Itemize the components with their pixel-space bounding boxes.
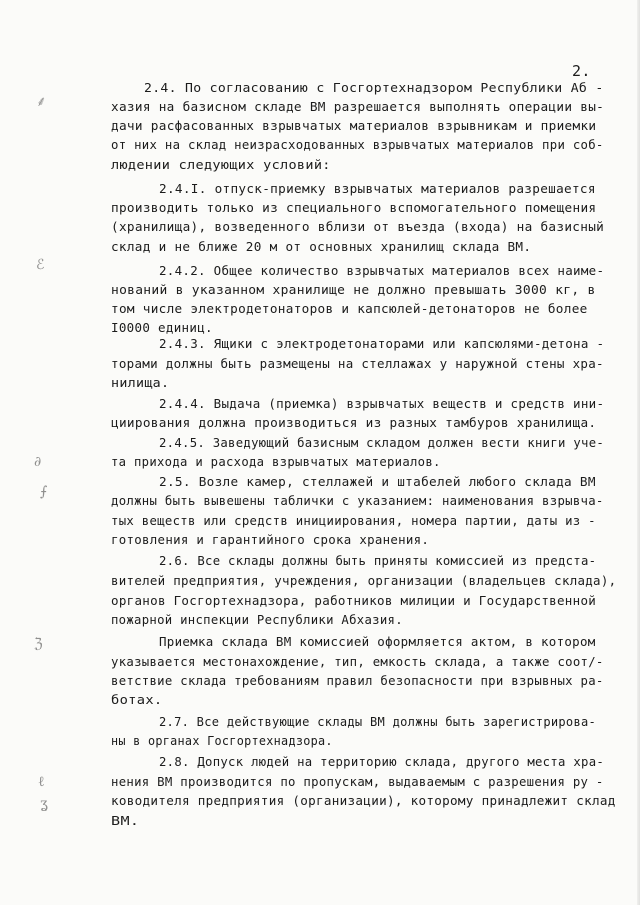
text-line: ветствие склада требованиям правил безопасности при взрывных ра- xyxy=(111,673,604,688)
text-line: от них на склад неизрасходованных взрывчатых материалов при соб- xyxy=(111,137,604,152)
margin-mark: ⸙ xyxy=(36,94,47,110)
text-line: 2.7. Все действующие склады ВМ должны быть зарегистрирова- xyxy=(159,714,597,729)
text-line: ны в органах Госгортехнадзора. xyxy=(111,733,333,748)
margin-mark: ∂ xyxy=(34,454,42,470)
text-line: ководителя предприятия (организации), которому принадлежит склад xyxy=(111,793,616,808)
text-line: органов Госгортехнадзора, работников милиции и Государственной xyxy=(111,593,597,608)
text-line: ВМ. xyxy=(111,813,140,828)
text-line: хазия на базисном складе ВМ разрешается выполнять операции вы- xyxy=(111,99,605,114)
text-line: готовления и гарантийного срока хранения. xyxy=(111,532,430,547)
margin-mark: ʓ xyxy=(40,796,49,812)
text-line: 2.4. По согласованию с Госгортехнадзором Республики Аб - xyxy=(144,80,604,95)
text-line: 2.4.2. Общее количество взрывчатых материалов всех наиме- xyxy=(159,263,605,278)
text-line: 2.4.5. Заведующий базисным складом должен вести книги уче- xyxy=(159,435,605,450)
text-line: 2.8. Допуск людей на территорию склада, другого места хра- xyxy=(159,754,605,769)
margin-mark: ℨ xyxy=(34,636,43,652)
text-line: 2.4.3. Ящики с электродетонаторами или капсюлями-детона - xyxy=(159,336,605,351)
text-line: нований в указанном хранилище не должно превышать 3000 кг, в xyxy=(111,282,596,297)
text-line: дачи расфасованных взрывчатых материалов взрывникам и приемки xyxy=(111,118,597,133)
page-number: 2. xyxy=(572,62,591,80)
margin-mark: ℰ xyxy=(36,257,45,273)
text-line: пожарной инспекции Республики Абхазия. xyxy=(111,612,403,627)
text-line: I0000 единиц. xyxy=(111,320,213,335)
text-line: 2.6. Все склады должны быть приняты комиссией из предста- xyxy=(159,553,597,568)
text-line: ботах. xyxy=(111,692,163,707)
text-line: должны быть вывешены таблички с указанием: наименования взрывча- xyxy=(111,493,604,508)
text-line: Приемка склада ВМ комиссией оформляется актом, в котором xyxy=(159,634,596,649)
margin-mark: ℓ xyxy=(38,774,46,790)
text-line: указывается местонахождение, тип, емкость склада, а также соот/- xyxy=(111,654,604,669)
text-line: нилища. xyxy=(111,375,170,390)
text-line: 2.5. Возле камер, стеллажей и штабелей любого склада ВМ xyxy=(159,474,596,489)
text-line: та прихода и расхода взрывчатых материалов. xyxy=(111,454,441,469)
text-line: тых веществ или средств инициирования, номера партии, даты из - xyxy=(111,513,596,528)
text-line: производить только из специального вспомогательного помещения xyxy=(111,200,597,215)
margin-mark: ⨍ xyxy=(40,484,48,500)
text-line: 2.4.I. отпуск-приемку взрывчатых материалов разрешается xyxy=(159,181,596,196)
text-line: склад и не ближе 20 м от основных хранилищ склада ВМ. xyxy=(111,239,532,254)
text-line: людении следующих условий: xyxy=(111,157,331,172)
text-line: (хранилища), возведенного вблизи от въезда (входа) на базисный xyxy=(111,219,605,234)
text-line: вителей предприятия, учреждения, организации (владельцев склада), xyxy=(111,573,617,588)
text-line: нения ВМ производится по пропускам, выдаваемым с разрешения ру - xyxy=(111,774,604,789)
text-line: 2.4.4. Выдача (приемка) взрывчатых веществ и средств ини- xyxy=(159,396,605,411)
text-line: циирования должна производиться из разных тамбуров хранилища. xyxy=(111,415,597,430)
text-line: торами должны быть размещены на стеллажах у наружной стены хра- xyxy=(111,356,604,371)
text-line: том числе электродетонаторов и капсюлей-детонаторов не более xyxy=(111,301,588,316)
